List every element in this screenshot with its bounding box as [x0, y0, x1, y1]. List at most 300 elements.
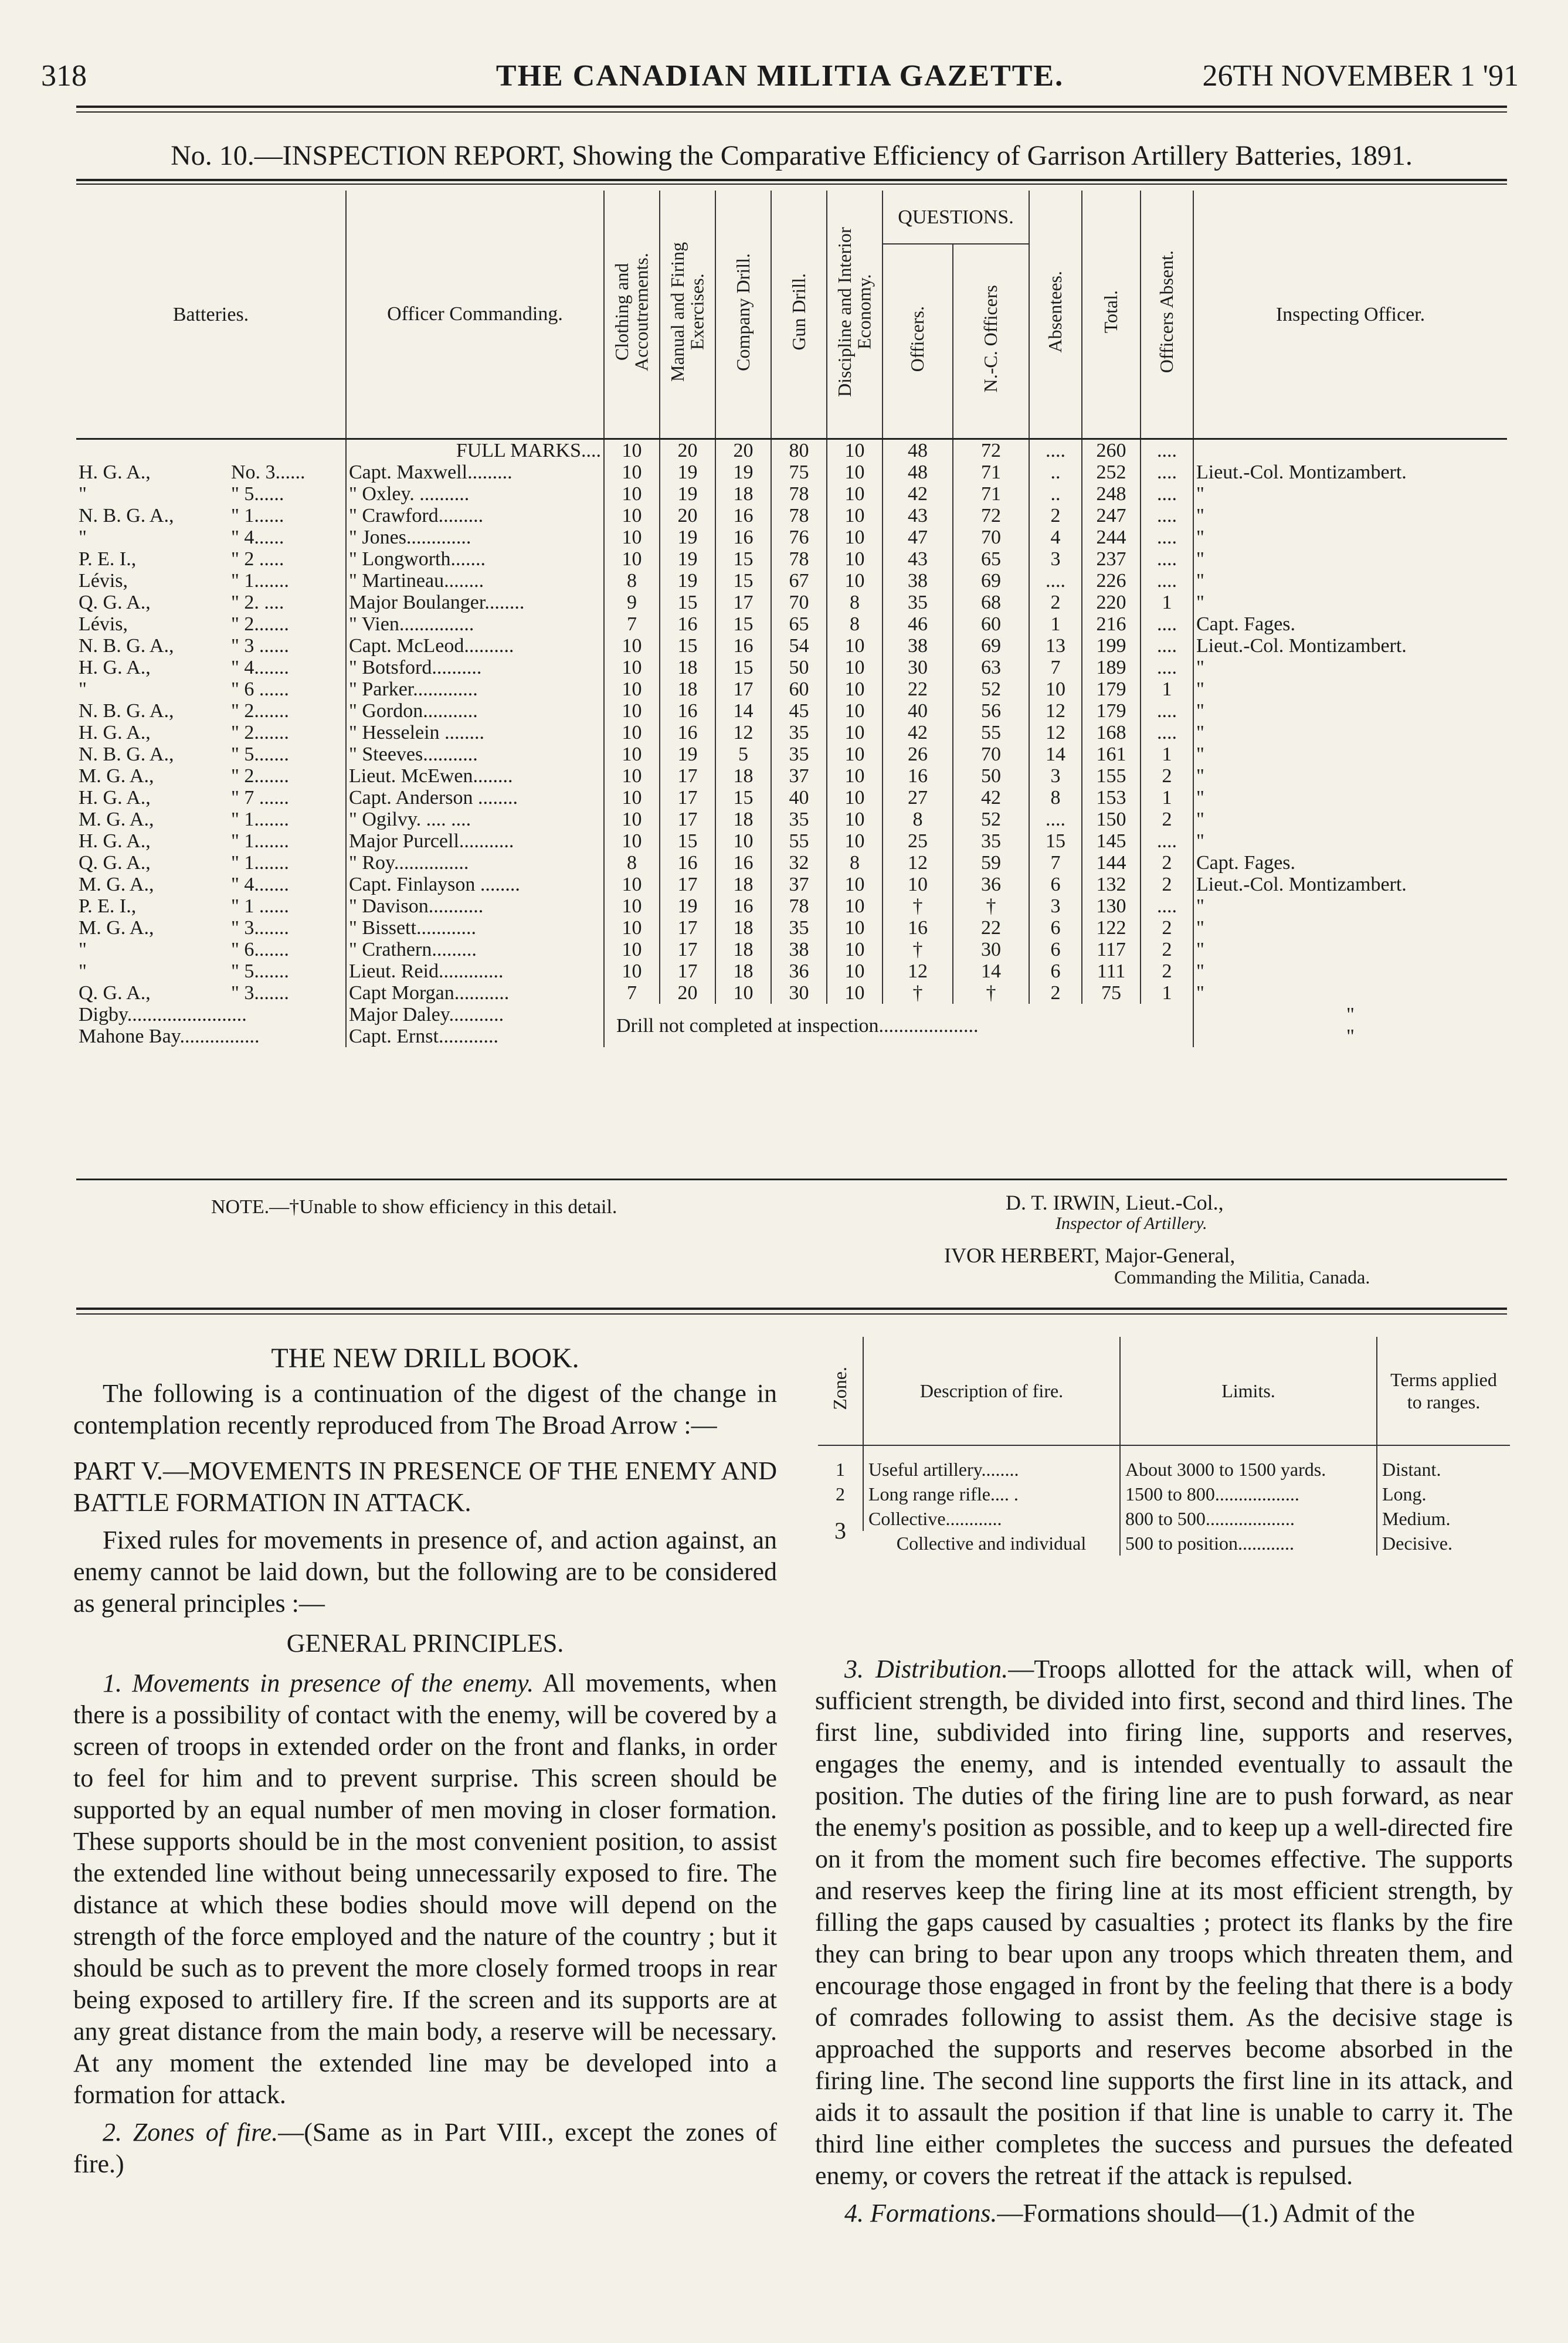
battery-unit: M. G. A.,	[79, 765, 154, 787]
battery-row	[76, 722, 1507, 743]
inspecting-officer: "	[1193, 809, 1507, 830]
score-total: 75	[1082, 982, 1141, 1004]
paragraph-3	[815, 1653, 1513, 2192]
score-manual: 16	[660, 852, 715, 874]
score-absentees: 12	[1029, 700, 1082, 722]
paragraph-4-body: —Formations should—(1.) Admit of the	[997, 2199, 1415, 2227]
battery-number: " 2.......	[231, 700, 289, 722]
battery-row	[76, 787, 1507, 809]
score-officers-absent: 1	[1141, 982, 1193, 1004]
battery-unit: H. G. A.,	[79, 657, 151, 678]
officer-commanding: " Oxley. ..........	[346, 483, 604, 505]
score-absentees: 3	[1029, 548, 1082, 570]
battery-number: " 6.......	[231, 939, 289, 960]
full-marks-value: ....	[1029, 439, 1082, 462]
score-gun: 35	[771, 743, 827, 765]
score-discipline: 10	[827, 657, 883, 678]
score-company: 15	[715, 548, 771, 570]
score-company: 17	[715, 678, 771, 700]
score-manual: 16	[660, 613, 715, 635]
score-discipline: 10	[827, 982, 883, 1004]
score-absentees: 10	[1029, 678, 1082, 700]
score-discipline: 10	[827, 570, 883, 592]
battery-unit: Q. G. A.,	[79, 852, 151, 874]
officer-commanding: " Roy...............	[346, 852, 604, 874]
score-q-officers: 22	[883, 678, 953, 700]
score-gun: 55	[771, 830, 827, 852]
inspecting-officer: Capt. Fages.	[1193, 852, 1507, 874]
score-q-officers: 35	[883, 592, 953, 613]
score-clothing: 10	[604, 548, 660, 570]
score-q-officers: †	[883, 939, 953, 960]
officer-commanding: Major Daley...........	[346, 1004, 604, 1026]
score-officers-absent: 2	[1141, 917, 1193, 939]
header-manual: Manual and Firing Exercises.	[666, 242, 708, 382]
score-company: 18	[715, 809, 771, 830]
score-company: 16	[715, 635, 771, 657]
battery-unit: "	[79, 960, 87, 982]
table-bottom-rule	[76, 1179, 1507, 1180]
score-clothing: 10	[604, 960, 660, 982]
battery-number: " 1 ......	[231, 895, 289, 917]
battery-number: " 2 .....	[231, 548, 284, 570]
score-clothing: 10	[604, 830, 660, 852]
score-q-nco: 69	[953, 635, 1029, 657]
officer-commanding: Capt. Finlayson ........	[346, 874, 604, 895]
score-q-officers: 30	[883, 657, 953, 678]
inspecting-officer: "	[1193, 592, 1507, 613]
score-officers-absent: 1	[1141, 592, 1193, 613]
battery-unit: M. G. A.,	[79, 917, 154, 939]
officer-commanding: Capt. McLeod..........	[346, 635, 604, 657]
score-clothing: 7	[604, 613, 660, 635]
score-discipline: 10	[827, 483, 883, 505]
score-gun: 35	[771, 722, 827, 743]
score-absentees: ..	[1029, 483, 1082, 505]
battery-row	[76, 743, 1507, 765]
zone-term: Decisive.	[1377, 1531, 1510, 1556]
officer-commanding: " Hesselein ........	[346, 722, 604, 743]
table-footnote: NOTE.—†Unable to show efficiency in this detail.	[211, 1196, 617, 1218]
zone-limits: 500 to position............	[1120, 1531, 1377, 1556]
score-discipline: 10	[827, 678, 883, 700]
score-clothing: 10	[604, 939, 660, 960]
score-clothing: 8	[604, 852, 660, 874]
score-gun: 75	[771, 461, 827, 483]
score-gun: 78	[771, 483, 827, 505]
header-gun: Gun Drill.	[788, 273, 809, 351]
battery-number: " 7 ......	[231, 787, 289, 809]
header-rule	[76, 106, 1507, 108]
issue-date: 26TH NOVEMBER 1 '91	[1202, 59, 1519, 93]
score-absentees: 6	[1029, 874, 1082, 895]
inspecting-officer: "	[1193, 483, 1507, 505]
officer-commanding: " Crawford.........	[346, 505, 604, 527]
score-q-nco: 50	[953, 765, 1029, 787]
score-company: 16	[715, 505, 771, 527]
score-manual: 17	[660, 874, 715, 895]
inspecting-officer: "	[1193, 830, 1507, 852]
battery-row	[76, 570, 1507, 592]
paragraph-2-body: —(Same as in Part VIII., except the zones of fire.)	[73, 2118, 777, 2178]
battery-unit: Q. G. A.,	[79, 592, 151, 613]
paragraph-1	[73, 1668, 777, 2111]
score-total: 144	[1082, 852, 1141, 874]
battery-number: " 3 ......	[231, 635, 289, 657]
score-q-officers: 12	[883, 852, 953, 874]
full-marks-value: 10	[827, 439, 883, 462]
header-batteries: Batteries.	[76, 191, 346, 439]
score-clothing: 10	[604, 895, 660, 917]
score-gun: 30	[771, 982, 827, 1004]
battery-number: " 2.......	[231, 765, 289, 787]
inspecting-officer: Capt. Fages.	[1193, 613, 1507, 635]
battery-row	[76, 874, 1507, 895]
paragraph-4	[815, 2198, 1513, 2229]
signature-herbert: IVOR HERBERT, Major-General,	[944, 1244, 1236, 1267]
battery-unit: P. E. I.,	[79, 548, 137, 570]
battery-row	[76, 809, 1507, 830]
score-total: 153	[1082, 787, 1141, 809]
battery-unit: Lévis,	[79, 570, 128, 592]
score-absentees: 15	[1029, 830, 1082, 852]
score-q-officers: 38	[883, 570, 953, 592]
header-q-officers: Officers.	[907, 305, 928, 372]
score-discipline: 10	[827, 635, 883, 657]
score-q-officers: 47	[883, 527, 953, 548]
score-manual: 19	[660, 548, 715, 570]
score-absentees: 6	[1029, 939, 1082, 960]
zones-row	[818, 1531, 1510, 1556]
signature-herbert-role: Commanding the Militia, Canada.	[1114, 1266, 1370, 1288]
zone-description: Collective and individual	[896, 1533, 1087, 1554]
score-discipline: 8	[827, 613, 883, 635]
report-title: No. 10.—INSPECTION REPORT, Showing the Comparative Efficiency of Garrison Artillery Batteries, 1891.	[171, 140, 1413, 171]
section-rule	[76, 1308, 1507, 1310]
score-clothing: 10	[604, 743, 660, 765]
score-manual: 18	[660, 657, 715, 678]
header-q-nco: N.-C. Officers	[980, 285, 1002, 393]
inspecting-officer: "	[1193, 548, 1507, 570]
battery-number: " 5.......	[231, 960, 289, 982]
score-clothing: 10	[604, 874, 660, 895]
score-gun: 78	[771, 548, 827, 570]
score-manual: 17	[660, 809, 715, 830]
officer-commanding: " Steeves...........	[346, 743, 604, 765]
zone-number: 3	[834, 1517, 846, 1544]
battery-unit: H. G. A.,	[79, 830, 151, 852]
score-discipline: 10	[827, 743, 883, 765]
newspaper-title: THE CANADIAN MILITIA GAZETTE.	[495, 59, 1064, 93]
score-company: 14	[715, 700, 771, 722]
score-total: 168	[1082, 722, 1141, 743]
battery-row	[76, 939, 1507, 960]
score-absentees: 2	[1029, 592, 1082, 613]
battery-row	[76, 895, 1507, 917]
report-title-rule	[76, 179, 1507, 181]
score-q-nco: 52	[953, 678, 1029, 700]
score-clothing: 10	[604, 678, 660, 700]
header-officer: Officer Commanding.	[346, 191, 604, 439]
score-discipline: 10	[827, 809, 883, 830]
score-gun: 65	[771, 613, 827, 635]
score-total: 132	[1082, 874, 1141, 895]
officer-commanding: Lieut. McEwen........	[346, 765, 604, 787]
score-officers-absent: ....	[1141, 830, 1193, 852]
score-q-nco: 55	[953, 722, 1029, 743]
score-q-nco: 42	[953, 787, 1029, 809]
inspecting-officer: "	[1193, 700, 1507, 722]
score-discipline: 10	[827, 461, 883, 483]
score-clothing: 10	[604, 505, 660, 527]
inspecting-officer: "	[1193, 1026, 1507, 1047]
header-clothing: Clothing and Accoutrements.	[610, 253, 652, 371]
score-officers-absent: ....	[1141, 483, 1193, 505]
score-total: 179	[1082, 700, 1141, 722]
battery-unit: H. G. A.,	[79, 722, 151, 743]
battery-unit: H. G. A.,	[79, 461, 151, 483]
score-clothing: 10	[604, 657, 660, 678]
drill-not-completed-note: Drill not completed at inspection....................	[604, 1004, 1193, 1047]
score-officers-absent: ....	[1141, 570, 1193, 592]
officer-commanding: " Ogilvy. .... ....	[346, 809, 604, 830]
score-manual: 19	[660, 743, 715, 765]
part-heading: PART V.—MOVEMENTS IN PRESENCE OF THE ENEMY AND BATTLE FORMATION IN ATTACK.	[73, 1456, 777, 1517]
score-q-nco: 60	[953, 613, 1029, 635]
score-absentees: 12	[1029, 722, 1082, 743]
zones-of-fire-table	[818, 1337, 1510, 1556]
officer-commanding: Major Purcell...........	[346, 830, 604, 852]
score-gun: 76	[771, 527, 827, 548]
paragraph-3-title: 3. Distribution.	[844, 1655, 1009, 1683]
battery-number: " 2.......	[231, 722, 289, 743]
officer-commanding: " Botsford..........	[346, 657, 604, 678]
score-clothing: 10	[604, 765, 660, 787]
score-q-nco: 56	[953, 700, 1029, 722]
score-total: 220	[1082, 592, 1141, 613]
battery-number: " 1.......	[231, 570, 289, 592]
score-manual: 18	[660, 678, 715, 700]
score-q-nco: 63	[953, 657, 1029, 678]
score-discipline: 10	[827, 700, 883, 722]
officer-commanding: " Longworth.......	[346, 548, 604, 570]
score-company: 16	[715, 852, 771, 874]
battery-unit: N. B. G. A.,	[79, 635, 174, 657]
zone-term: Distant.	[1377, 1457, 1510, 1482]
signature-irwin-role: Inspector of Artillery.	[1055, 1214, 1207, 1233]
general-principles-heading: GENERAL PRINCIPLES.	[286, 1629, 564, 1658]
inspecting-officer: "	[1193, 982, 1507, 1004]
zone-number: 2	[836, 1483, 845, 1505]
inspecting-officer: "	[1193, 678, 1507, 700]
score-gun: 40	[771, 787, 827, 809]
zones-row	[818, 1482, 1510, 1506]
article-intro: The following is a continuation of the digest of the change in contemplation recently reproduced from The Broad Arrow :—	[73, 1379, 777, 1439]
score-gun: 50	[771, 657, 827, 678]
officer-commanding: " Davison...........	[346, 895, 604, 917]
zone-limits: 800 to 500...................	[1120, 1506, 1377, 1531]
score-officers-absent: ....	[1141, 895, 1193, 917]
battery-number: " 3.......	[231, 982, 289, 1004]
inspecting-officer: "	[1193, 570, 1507, 592]
battery-unit: "	[79, 939, 87, 960]
score-total: 226	[1082, 570, 1141, 592]
battery-row	[76, 635, 1507, 657]
zones-row	[818, 1457, 1510, 1482]
zones-row	[818, 1506, 1510, 1531]
header-rule-thin	[76, 111, 1507, 113]
score-total: 117	[1082, 939, 1141, 960]
score-discipline: 10	[827, 917, 883, 939]
score-q-nco: 14	[953, 960, 1029, 982]
full-marks-value: ....	[1141, 439, 1193, 462]
paragraph-2	[73, 2117, 777, 2180]
score-clothing: 10	[604, 700, 660, 722]
battery-unit: Q. G. A.,	[79, 982, 151, 1004]
battery-unit: P. E. I.,	[79, 895, 137, 917]
officer-commanding: " Vien...............	[346, 613, 604, 635]
battery-number: " 6 ......	[231, 678, 289, 700]
battery-row	[76, 852, 1507, 874]
score-q-officers: 16	[883, 917, 953, 939]
battery-row	[76, 657, 1507, 678]
score-q-nco: 30	[953, 939, 1029, 960]
battery-row	[76, 613, 1507, 635]
section-rule-thin	[76, 1313, 1507, 1315]
officer-commanding: Capt. Ernst............	[346, 1026, 604, 1047]
score-officers-absent: ....	[1141, 613, 1193, 635]
zones-header-terms: Terms applied to ranges.	[1377, 1337, 1510, 1445]
score-absentees: 7	[1029, 657, 1082, 678]
score-company: 12	[715, 722, 771, 743]
score-company: 19	[715, 461, 771, 483]
score-total: 145	[1082, 830, 1141, 852]
score-q-nco: 71	[953, 461, 1029, 483]
score-discipline: 10	[827, 830, 883, 852]
full-marks-label: FULL MARKS....	[346, 439, 604, 462]
score-q-nco: 70	[953, 743, 1029, 765]
score-q-officers: 42	[883, 722, 953, 743]
battery-unit: Mahone Bay................	[79, 1026, 260, 1047]
battery-row	[76, 830, 1507, 852]
score-manual: 19	[660, 895, 715, 917]
score-discipline: 8	[827, 852, 883, 874]
zones-header-zone: Zone.	[829, 1367, 851, 1410]
score-q-officers: 42	[883, 483, 953, 505]
battery-number: " 5.......	[231, 743, 289, 765]
zone-term: Medium.	[1377, 1506, 1510, 1531]
score-officers-absent: ....	[1141, 461, 1193, 483]
score-clothing: 10	[604, 483, 660, 505]
score-gun: 35	[771, 809, 827, 830]
score-discipline: 10	[827, 787, 883, 809]
score-q-officers: 10	[883, 874, 953, 895]
score-gun: 54	[771, 635, 827, 657]
paragraph-1-body: All movements, when there is a possibility of contact with the enemy, will be covered by a screen of troops in extended order on the front and flanks, in order to feel for him and to prevent surprise. This screen should be supported by an equal number of men moving in closer formation. These supports should be in the most convenient position, to assist the extended line without being unnecessarily exposed to fire. The distance at which these bodies should move will depend on the strength of the force employed and the nature of the country ; but it should be such as to prevent the more closely formed troops in rear being exposed to artillery fire. If the screen and its supports are at any great distance from the main body, a reserve will be necessary. At any moment the extended line may be developed into a formation for attack.	[73, 1669, 778, 2109]
inspecting-officer: "	[1193, 1004, 1507, 1026]
page-header	[35, 59, 1525, 94]
full-marks-value: 20	[660, 439, 715, 462]
score-discipline: 10	[827, 722, 883, 743]
battery-row	[76, 960, 1507, 982]
score-company: 18	[715, 483, 771, 505]
score-total: 199	[1082, 635, 1141, 657]
battery-row	[76, 678, 1507, 700]
battery-unit: "	[79, 527, 87, 548]
score-clothing: 10	[604, 809, 660, 830]
score-discipline: 10	[827, 960, 883, 982]
score-manual: 20	[660, 982, 715, 1004]
battery-number: " 2.......	[231, 613, 289, 635]
header-officers-absent: Officers Absent.	[1156, 250, 1177, 373]
score-officers-absent: ....	[1141, 505, 1193, 527]
score-manual: 19	[660, 570, 715, 592]
score-total: 179	[1082, 678, 1141, 700]
score-absentees: 2	[1029, 505, 1082, 527]
inspecting-officer: "	[1193, 657, 1507, 678]
score-clothing: 9	[604, 592, 660, 613]
battery-number: " 5......	[231, 483, 284, 505]
score-absentees: ..	[1029, 461, 1082, 483]
officer-commanding: Lieut. Reid.............	[346, 960, 604, 982]
battery-row	[76, 505, 1507, 527]
score-total: 111	[1082, 960, 1141, 982]
score-q-nco: †	[953, 895, 1029, 917]
paragraph-1-title: 1. Movements in presence of the enemy.	[103, 1669, 534, 1697]
score-manual: 17	[660, 765, 715, 787]
score-gun: 78	[771, 895, 827, 917]
score-discipline: 10	[827, 939, 883, 960]
inspecting-officer: "	[1193, 743, 1507, 765]
score-q-nco: 72	[953, 505, 1029, 527]
score-total: 247	[1082, 505, 1141, 527]
battery-number: No. 3......	[231, 461, 306, 483]
zone-limits: 1500 to 800..................	[1120, 1482, 1377, 1506]
score-company: 5	[715, 743, 771, 765]
score-manual: 16	[660, 700, 715, 722]
score-discipline: 10	[827, 548, 883, 570]
score-gun: 38	[771, 939, 827, 960]
zone-term: Long.	[1377, 1482, 1510, 1506]
score-absentees: 2	[1029, 982, 1082, 1004]
battery-number: " 1......	[231, 505, 284, 527]
score-total: 122	[1082, 917, 1141, 939]
officer-commanding: Major Boulanger........	[346, 592, 604, 613]
battery-number: " 1.......	[231, 852, 289, 874]
score-absentees: 8	[1029, 787, 1082, 809]
score-discipline: 10	[827, 895, 883, 917]
score-gun: 37	[771, 874, 827, 895]
battery-unit: H. G. A.,	[79, 787, 151, 809]
battery-number: " 4.......	[231, 874, 289, 895]
score-clothing: 10	[604, 787, 660, 809]
score-officers-absent: ....	[1141, 527, 1193, 548]
score-clothing: 10	[604, 917, 660, 939]
score-officers-absent: ....	[1141, 548, 1193, 570]
officer-commanding: " Gordon...........	[346, 700, 604, 722]
score-company: 16	[715, 527, 771, 548]
score-total: 189	[1082, 657, 1141, 678]
inspecting-officer: Lieut.-Col. Montizambert.	[1193, 874, 1507, 895]
score-q-officers: 26	[883, 743, 953, 765]
zone-description: Long range rifle.... .	[863, 1482, 1120, 1506]
score-absentees: 7	[1029, 852, 1082, 874]
battery-unit: N. B. G. A.,	[79, 743, 174, 765]
score-manual: 19	[660, 461, 715, 483]
battery-number: " 4......	[231, 527, 284, 548]
header-absentees: Absentees.	[1044, 271, 1066, 353]
score-officers-absent: 1	[1141, 678, 1193, 700]
